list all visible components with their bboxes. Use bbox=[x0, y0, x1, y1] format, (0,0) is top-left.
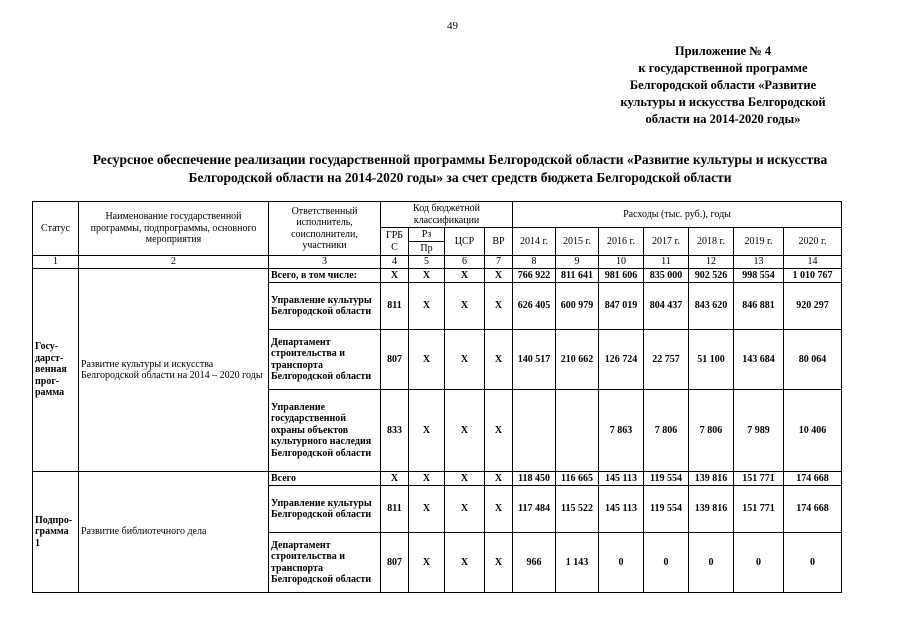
resource-table bbox=[32, 201, 842, 593]
value-cell: 998 554 bbox=[734, 269, 784, 283]
value-cell: 920 297 bbox=[784, 283, 842, 330]
csr-cell: X bbox=[445, 486, 485, 533]
header-grbs: ГРБ С bbox=[381, 228, 409, 256]
title-line: Белгородской области на 2014-2020 годы» за счет средств бюджета Белгородской области bbox=[188, 170, 732, 185]
status-cell: Подпро-грамма 1 bbox=[33, 472, 79, 593]
responsible-cell: Департамент строительства и транспорта Белгородской области bbox=[269, 330, 381, 390]
grbs-cell: 811 bbox=[381, 486, 409, 533]
header-year: 2016 г. bbox=[599, 228, 644, 256]
value-cell: 145 113 bbox=[599, 486, 644, 533]
value-cell: 0 bbox=[644, 533, 689, 593]
grbs-cell: X bbox=[381, 269, 409, 283]
header-year: 2018 г. bbox=[689, 228, 734, 256]
header-year: 2015 г. bbox=[556, 228, 599, 256]
value-cell: 835 000 bbox=[644, 269, 689, 283]
csr-cell: X bbox=[445, 390, 485, 472]
table-row bbox=[33, 269, 842, 283]
value-cell: 1 010 767 bbox=[784, 269, 842, 283]
header-year: 2020 г. bbox=[784, 228, 842, 256]
header-name: Наименование государственной программы, подпрограммы, основного мероприятия bbox=[79, 202, 269, 256]
value-cell: 139 816 bbox=[689, 486, 734, 533]
header-expenses: Расходы (тыс. руб.), годы bbox=[513, 202, 842, 228]
grbs-cell: 807 bbox=[381, 533, 409, 593]
csr-cell: X bbox=[445, 533, 485, 593]
grbs-cell: X bbox=[381, 472, 409, 486]
value-cell: 143 684 bbox=[734, 330, 784, 390]
rz-cell: X bbox=[409, 472, 445, 486]
page-number: 49 bbox=[447, 20, 458, 32]
header-status: Статус bbox=[33, 202, 79, 256]
appendix-line: к государственной программе bbox=[638, 61, 808, 75]
value-cell: 7 806 bbox=[689, 390, 734, 472]
vr-cell: X bbox=[485, 283, 513, 330]
value-cell: 151 771 bbox=[734, 486, 784, 533]
appendix-line: культуры и искусства Белгородской bbox=[620, 95, 826, 109]
value-cell: 51 100 bbox=[689, 330, 734, 390]
rz-cell: X bbox=[409, 486, 445, 533]
grbs-cell: 833 bbox=[381, 390, 409, 472]
value-cell: 118 450 bbox=[513, 472, 556, 486]
responsible-cell: Всего, в том числе: bbox=[269, 269, 381, 283]
value-cell: 7 989 bbox=[734, 390, 784, 472]
responsible-cell: Всего bbox=[269, 472, 381, 486]
value-cell: 966 bbox=[513, 533, 556, 593]
value-cell: 626 405 bbox=[513, 283, 556, 330]
vr-cell: X bbox=[485, 486, 513, 533]
table-row bbox=[33, 472, 842, 486]
responsible-cell: Департамент строительства и транспорта Белгородской области bbox=[269, 533, 381, 593]
col-number: 13 bbox=[734, 256, 784, 269]
value-cell: 10 406 bbox=[784, 390, 842, 472]
vr-cell: X bbox=[485, 472, 513, 486]
col-number: 7 bbox=[485, 256, 513, 269]
name-cell: Развитие культуры и искусства Белгородской области на 2014 – 2020 годы bbox=[79, 269, 269, 472]
grbs-cell: 807 bbox=[381, 330, 409, 390]
value-cell: 117 484 bbox=[513, 486, 556, 533]
col-number: 14 bbox=[784, 256, 842, 269]
rz-cell: X bbox=[409, 283, 445, 330]
csr-cell: X bbox=[445, 269, 485, 283]
col-number: 8 bbox=[513, 256, 556, 269]
appendix-header bbox=[593, 43, 853, 128]
value-cell: 804 437 bbox=[644, 283, 689, 330]
grbs-cell: 811 bbox=[381, 283, 409, 330]
csr-cell: X bbox=[445, 472, 485, 486]
value-cell: 140 517 bbox=[513, 330, 556, 390]
value-cell: 119 554 bbox=[644, 472, 689, 486]
value-cell: 210 662 bbox=[556, 330, 599, 390]
value-cell: 139 816 bbox=[689, 472, 734, 486]
value-cell: 119 554 bbox=[644, 486, 689, 533]
vr-cell: X bbox=[485, 390, 513, 472]
header-vr: ВР bbox=[485, 228, 513, 256]
value-cell: 22 757 bbox=[644, 330, 689, 390]
col-number: 11 bbox=[644, 256, 689, 269]
value-cell: 902 526 bbox=[689, 269, 734, 283]
col-number: 12 bbox=[689, 256, 734, 269]
appendix-line: Приложение № 4 bbox=[674, 44, 772, 58]
header-year: 2019 г. bbox=[734, 228, 784, 256]
header-csr: ЦСР bbox=[445, 228, 485, 256]
value-cell: 0 bbox=[734, 533, 784, 593]
rz-cell: X bbox=[409, 269, 445, 283]
value-cell: 811 641 bbox=[556, 269, 599, 283]
responsible-cell: Управление культуры Белгородской области bbox=[269, 486, 381, 533]
value-cell: 600 979 bbox=[556, 283, 599, 330]
header-rz: Рз bbox=[409, 228, 445, 242]
col-number: 3 bbox=[269, 256, 381, 269]
value-cell: 80 064 bbox=[784, 330, 842, 390]
value-cell: 847 019 bbox=[599, 283, 644, 330]
vr-cell: X bbox=[485, 269, 513, 283]
value-cell: 174 668 bbox=[784, 472, 842, 486]
value-cell: 0 bbox=[784, 533, 842, 593]
vr-cell: X bbox=[485, 533, 513, 593]
value-cell bbox=[556, 390, 599, 472]
col-number: 5 bbox=[409, 256, 445, 269]
title-line: Ресурсное обеспечение реализации государственной программы Белгородской области «Развитие культуры и искусства bbox=[92, 152, 828, 167]
rz-cell: X bbox=[409, 390, 445, 472]
value-cell: 145 113 bbox=[599, 472, 644, 486]
value-cell: 116 665 bbox=[556, 472, 599, 486]
value-cell: 7 863 bbox=[599, 390, 644, 472]
value-cell: 151 771 bbox=[734, 472, 784, 486]
value-cell: 843 620 bbox=[689, 283, 734, 330]
col-number: 6 bbox=[445, 256, 485, 269]
value-cell: 7 806 bbox=[644, 390, 689, 472]
value-cell: 766 922 bbox=[513, 269, 556, 283]
value-cell: 115 522 bbox=[556, 486, 599, 533]
value-cell: 174 668 bbox=[784, 486, 842, 533]
value-cell: 0 bbox=[599, 533, 644, 593]
responsible-cell: Управление культуры Белгородской области bbox=[269, 283, 381, 330]
appendix-line: Белгородской области «Развитие bbox=[629, 78, 817, 92]
value-cell bbox=[513, 390, 556, 472]
status-cell: Госу-дарст-венная прог-рамма bbox=[33, 269, 79, 472]
csr-cell: X bbox=[445, 330, 485, 390]
header-budget-code: Код бюджетной классификации bbox=[381, 202, 513, 228]
value-cell: 846 881 bbox=[734, 283, 784, 330]
col-number: 4 bbox=[381, 256, 409, 269]
value-cell: 981 606 bbox=[599, 269, 644, 283]
responsible-cell: Управление государственной охраны объектов культурного наследия Белгородской области bbox=[269, 390, 381, 472]
col-number: 9 bbox=[556, 256, 599, 269]
col-number: 2 bbox=[79, 256, 269, 269]
col-number: 1 bbox=[33, 256, 79, 269]
header-responsible: Ответственный исполнитель, соисполнители, участники bbox=[269, 202, 381, 256]
value-cell: 0 bbox=[689, 533, 734, 593]
header-year: 2014 г. bbox=[513, 228, 556, 256]
rz-cell: X bbox=[409, 533, 445, 593]
col-number: 10 bbox=[599, 256, 644, 269]
vr-cell: X bbox=[485, 330, 513, 390]
value-cell: 1 143 bbox=[556, 533, 599, 593]
rz-cell: X bbox=[409, 330, 445, 390]
value-cell: 126 724 bbox=[599, 330, 644, 390]
document-title bbox=[40, 151, 880, 187]
header-pr: Пр bbox=[409, 242, 445, 256]
appendix-line: области на 2014-2020 годы» bbox=[645, 112, 801, 126]
csr-cell: X bbox=[445, 283, 485, 330]
name-cell: Развитие библиотечного дела bbox=[79, 472, 269, 593]
header-year: 2017 г. bbox=[644, 228, 689, 256]
